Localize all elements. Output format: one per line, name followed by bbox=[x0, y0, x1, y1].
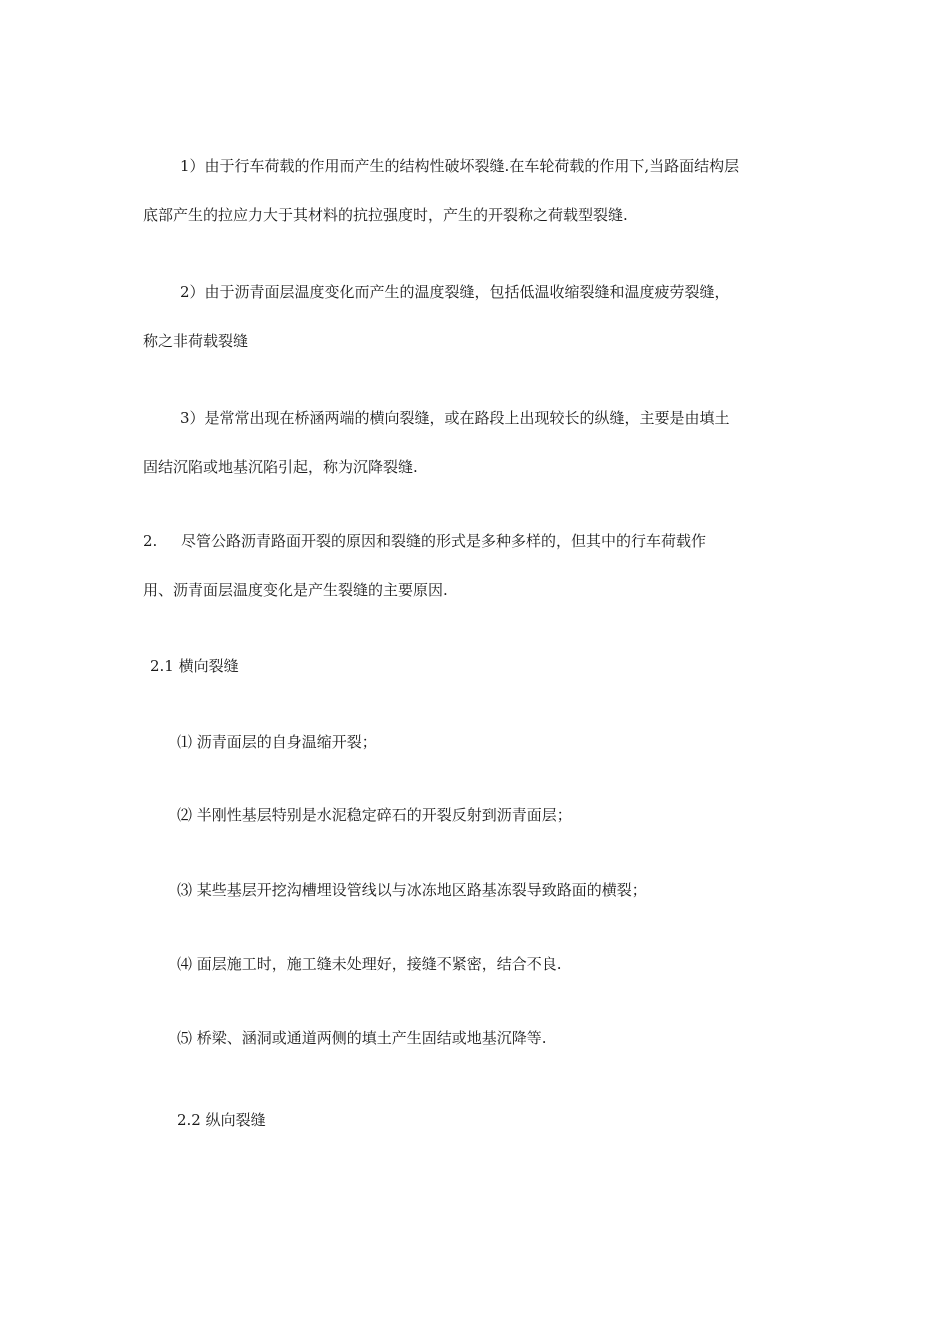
paragraph-3-line-1: 3）是常常出现在桥涵两端的横向裂缝，或在路段上出现较长的纵缝，主要是由填土 bbox=[180, 409, 730, 427]
paragraph-2-line-1: 2）由于沥青面层温度变化而产生的温度裂缝，包括低温收缩裂缝和温度疲劳裂缝， bbox=[180, 283, 730, 301]
section-2-text: 尽管公路沥青路面开裂的原因和裂缝的形式是多种多样的，但其中的行车荷载作 bbox=[181, 532, 707, 550]
section-2-line-2: 用、沥青面层温度变化是产生裂缝的主要原因. bbox=[143, 581, 448, 599]
paragraph-1-line-1: 1）由于行车荷载的作用而产生的结构性破坏裂缝.在车轮荷载的作用下,当路面结构层 bbox=[180, 157, 740, 175]
list-item-2: ⑵ 半刚性基层特别是水泥稳定碎石的开裂反射到沥青面层； bbox=[177, 806, 572, 824]
section-2-line-1 bbox=[143, 531, 706, 551]
paragraph-2-line-2: 称之非荷载裂缝 bbox=[143, 332, 249, 350]
heading-2-2: 2.2 纵向裂缝 bbox=[177, 1111, 266, 1129]
paragraph-1-line-2: 底部产生的拉应力大于其材料的抗拉强度时，产生的开裂称之荷载型裂缝. bbox=[143, 206, 628, 224]
list-item-3: ⑶ 某些基层开挖沟槽埋设管线以与冰冻地区路基冻裂导致路面的横裂； bbox=[177, 881, 647, 899]
section-2-number: 2. bbox=[143, 532, 158, 550]
list-item-1: ⑴ 沥青面层的自身温缩开裂； bbox=[177, 733, 377, 751]
list-item-5: ⑸ 桥梁、涵洞或通道两侧的填土产生固结或地基沉降等. bbox=[177, 1029, 547, 1047]
list-item-4: ⑷ 面层施工时，施工缝未处理好，接缝不紧密，结合不良. bbox=[177, 955, 562, 973]
paragraph-3-line-2: 固结沉陷或地基沉陷引起，称为沉降裂缝. bbox=[143, 458, 418, 476]
heading-2-1: 2.1 横向裂缝 bbox=[150, 657, 239, 675]
